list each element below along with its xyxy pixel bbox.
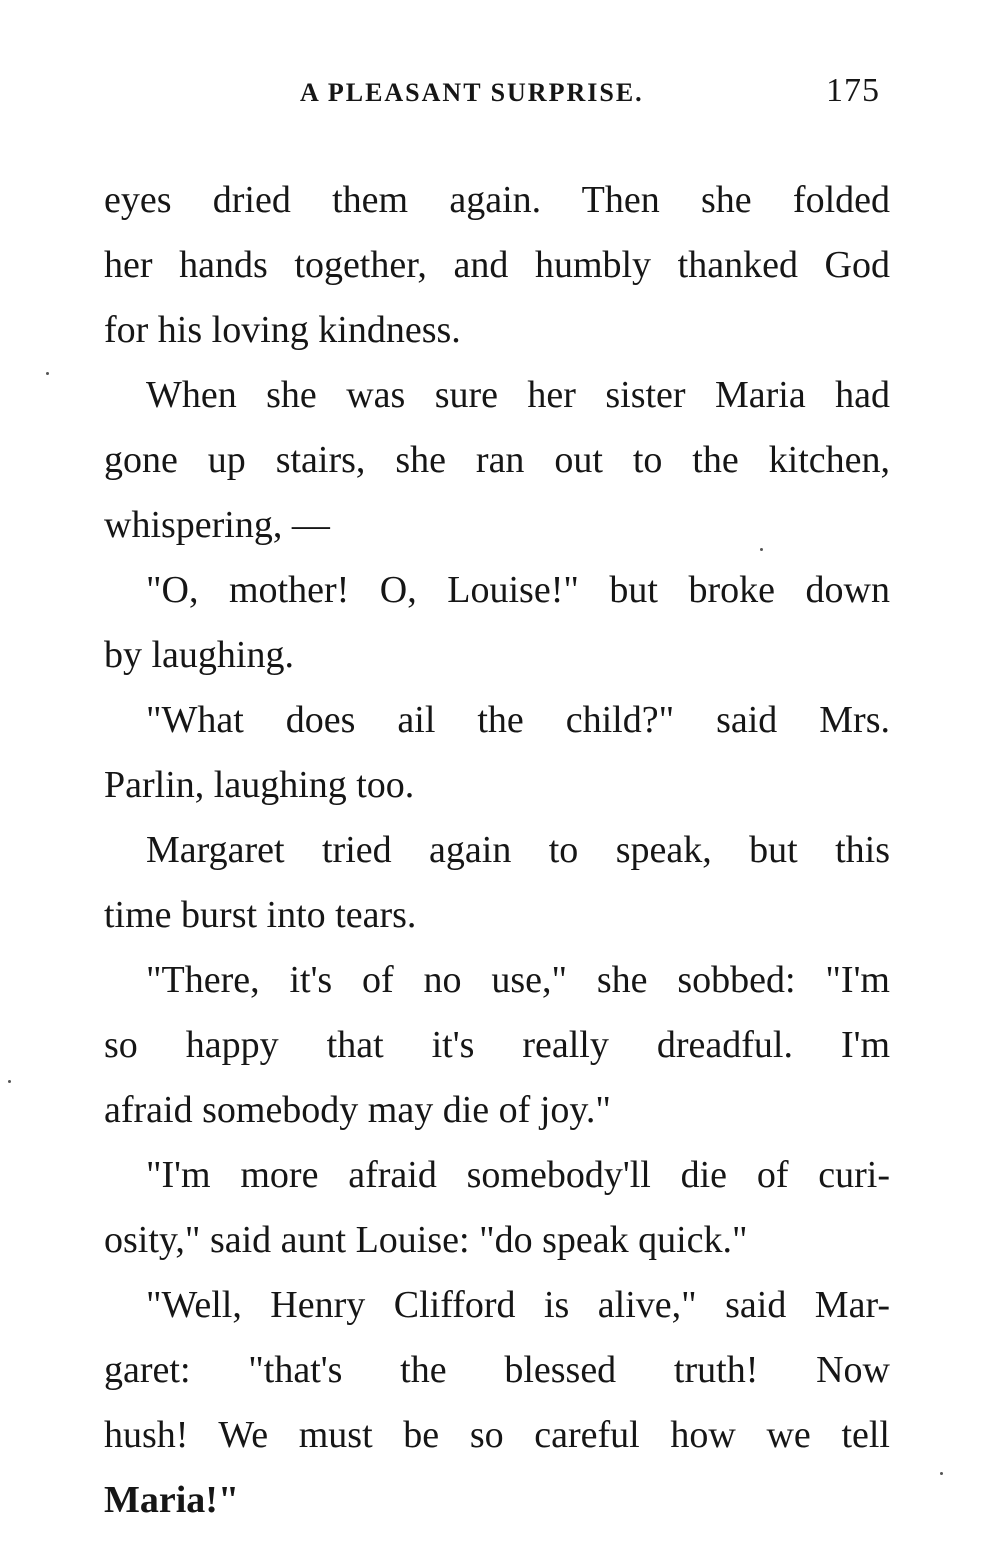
text-line: "There, it's of no use," she sobbed: "I'm (146, 959, 890, 1001)
body-text (104, 168, 890, 1533)
text-line: by laughing. (104, 634, 294, 676)
text-line: Parlin, laughing too. (104, 764, 415, 806)
paper-speck (8, 1080, 11, 1083)
text-line: garet: "that's the blessed truth! Now (104, 1349, 890, 1391)
paper-speck (940, 1472, 943, 1475)
page-number: 175 (826, 72, 880, 109)
text-line: gone up stairs, she ran out to the kitchen, (104, 439, 890, 481)
paper-speck (46, 372, 49, 375)
text-line: her hands together, and humbly thanked God (104, 244, 890, 286)
text-line: "O, mother! O, Louise!" but broke down (146, 569, 890, 611)
text-line: eyes dried them again. Then she folded (104, 179, 890, 221)
text-line: hush! We must be so careful how we tell (104, 1414, 890, 1456)
text-line: so happy that it's really dreadful. I'm (104, 1024, 890, 1066)
running-head-title: A PLEASANT SURPRISE. (300, 78, 644, 107)
text-line: Maria!" (104, 1479, 240, 1521)
paper-speck (760, 548, 763, 551)
text-line: whispering, — (104, 504, 330, 546)
text-line: afraid somebody may die of joy." (104, 1089, 611, 1131)
text-line: for his loving kindness. (104, 309, 461, 351)
text-line: osity," said aunt Louise: "do speak quick." (104, 1219, 748, 1261)
text-line: "What does ail the child?" said Mrs. (146, 699, 890, 741)
text-line: "I'm more afraid somebody'll die of curi- (146, 1154, 890, 1196)
text-line: "Well, Henry Clifford is alive," said Mar- (146, 1284, 890, 1326)
text-line: Margaret tried again to speak, but this (146, 829, 890, 871)
text-line: time burst into tears. (104, 894, 417, 936)
text-line: When she was sure her sister Maria had (146, 374, 890, 416)
